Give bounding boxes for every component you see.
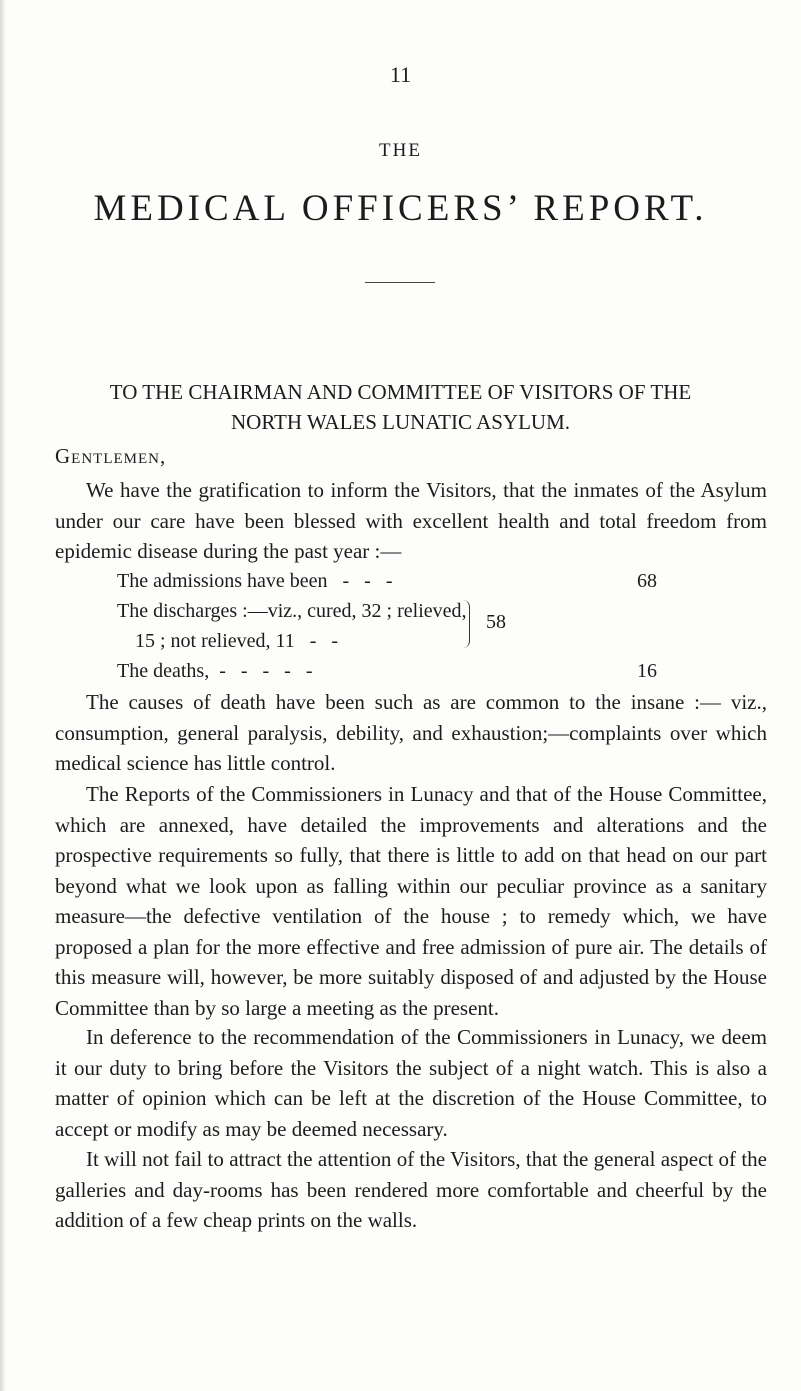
discharges-line-2 [117,626,657,656]
salutation: Gentlemen, [55,444,167,468]
deaths-line [117,656,657,686]
paragraph-text: In deference to the recommendation of the Commissioners in Lunacy, we deem it our duty to bring before the Visitors the subject of a night watch. This is also a matter of opinion which can be left at the discretion of the House Committee, to accept or modify as may be deemed necessary. [55,1025,767,1141]
paragraph-text: The causes of death have been such as are common to the insane :— viz., consumption, general paralysis, debility, and exhaustion;—complaints over which medical science has little control. [55,690,767,775]
statistics-block [117,566,657,686]
paragraph-causes-of-death [55,687,767,779]
discharges-brace [463,600,470,648]
discharges-value: 58 [486,611,506,633]
admissions-label: The admissions have been - - - [117,570,393,592]
page-title: MEDICAL OFFICERS’ REPORT. [93,188,708,229]
paragraph-text: The Reports of the Commissioners in Lunacy and that of the House Committee, which are annexed, have detailed the improvements and alterations and the prospective requirements so fully, that there is little to add on that head on our part beyond what we look upon as falling within our peculiar province as a sanitary measure—the defective ventilation of the house ; to remedy which, we have proposed a plan for the more effective and free admission of pure air. The details of this measure will, however, be more suitably disposed of and adjusted by the House Committee than by so large a meeting as the present. [55,782,767,1020]
intro-text: We have the gratification to inform the Visitors, that the inmates of the Asylum under our care have been blessed with excellent health and total freedom from epidemic disease during the past year :— [55,478,767,563]
paragraph-text: It will not fail to attract the attention of the Visitors, that the general aspect of the galleries and day-rooms has been rendered more comfortable and cheerful by the addition of a few cheap prints on the walls. [55,1147,767,1232]
discharges-label-1: The discharges :—viz., cured, 32 ; relieved, [117,600,467,622]
intro-paragraph [55,475,767,567]
discharges-line-1 [117,596,657,626]
pre-title: THE [379,140,422,161]
title-divider [365,282,435,283]
deaths-value: 16 [637,660,657,682]
paragraph-night-watch [55,1022,767,1144]
discharges-label-2: 15 ; not relieved, 11 - - [135,630,339,652]
paragraph-reports [55,779,767,1023]
admissions-value: 68 [637,570,657,592]
admissions-line [117,566,657,596]
addressee-line-1: TO THE CHAIRMAN AND COMMITTEE OF VISITORS OF THE [109,380,692,404]
page-number: 11 [389,62,412,87]
paragraph-galleries [55,1144,767,1236]
addressee [0,377,801,437]
deaths-label: The deaths, - - - - - [117,660,313,682]
addressee-line-2: NORTH WALES LUNATIC ASYLUM. [230,410,571,434]
